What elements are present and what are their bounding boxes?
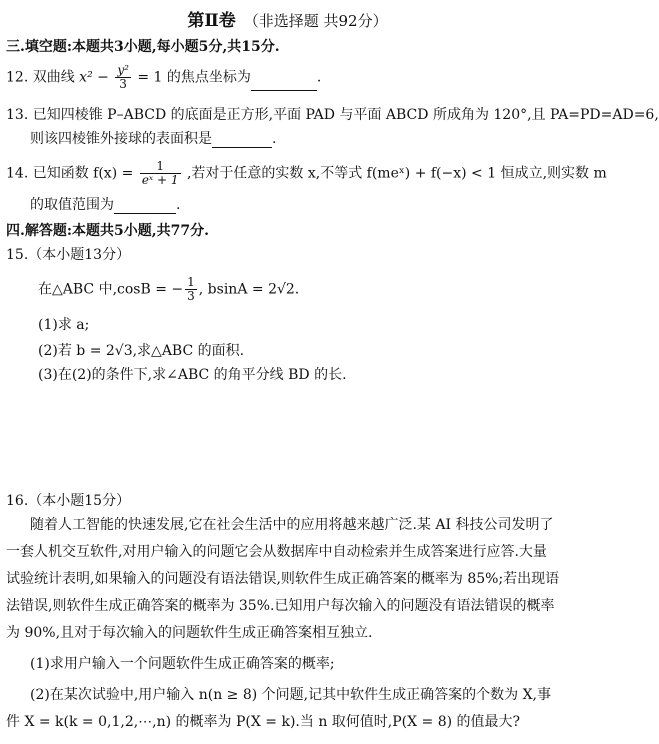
question-15-part3: (3)在(2)的条件下,求∠ABC 的角平分线 BD 的长. bbox=[38, 367, 347, 383]
section-fill-in-heading: 三.填空题:本题共3小题,每小题5分,共15分. bbox=[6, 39, 280, 55]
page-title bbox=[0, 6, 575, 31]
question-16-heading: 16.（本小题15分） bbox=[6, 493, 131, 509]
q14-fraction bbox=[140, 160, 181, 187]
q12-frac-den: 3 bbox=[119, 77, 127, 91]
section-answer-heading: 四.解答题:本题共5小题,共77分. bbox=[6, 223, 210, 239]
question-16-part1: (1)求用户输入一个问题软件生成正确答案的概率; bbox=[30, 656, 335, 672]
q14-frac-num: 1 bbox=[140, 160, 181, 174]
title-main: 第Ⅱ卷 bbox=[187, 11, 236, 31]
q13-answer-blank[interactable] bbox=[212, 133, 272, 148]
q12-end: . bbox=[316, 69, 322, 86]
q14-end: . bbox=[176, 197, 181, 213]
title-subtitle: （非选择题 共92分） bbox=[243, 12, 388, 30]
question-15-part2: (2)若 b = 2√3,求△ABC 的面积. bbox=[38, 343, 245, 359]
question-13-line1: 13. 已知四棱锥 P–ABCD 的底面是正方形,平面 PAD 与平面 ABCD 所成角为 120°,且 PA=PD=AD=6, bbox=[6, 107, 659, 123]
question-16-part2-line1: (2)在某次试验中,用户输入 n(n ≥ 8) 个问题,记其中软件生成正确答案的个数为 X,事 bbox=[30, 687, 551, 703]
q12-answer-blank[interactable] bbox=[251, 76, 317, 91]
q16-line4: 法错误,则软件生成正确答案的概率为 35%.已知用户每次输入的问题没有语法错误的概率 bbox=[6, 598, 555, 614]
q15-fraction bbox=[185, 276, 197, 303]
question-15-part1: (1)求 a; bbox=[38, 317, 90, 333]
q15-cond-suffix: , bsinA = 2√2. bbox=[198, 281, 300, 298]
q15-frac-den: 3 bbox=[187, 289, 195, 303]
q13-end: . bbox=[272, 131, 277, 147]
q16-line5: 为 90%,且对于每次输入的问题软件生成正确答案相互独立. bbox=[6, 625, 373, 641]
q14-frac-den: eˣ + 1 bbox=[141, 173, 179, 187]
q16-line1: 随着人工智能的快速发展,它在社会生活中的应用将越来越广泛.某 AI 科技公司发明了 bbox=[30, 517, 554, 533]
question-14-line2 bbox=[30, 196, 180, 214]
q15-frac-num: 1 bbox=[187, 275, 195, 289]
q16-line2: 一套人机交互软件,对用户输入的问题它会从数据库中自动检索并生成答案进行应答.大量 bbox=[6, 544, 547, 560]
question-16-body bbox=[30, 512, 570, 539]
q13-line2-text: 则该四棱锥外接球的表面积是 bbox=[30, 131, 212, 147]
q12-fraction bbox=[115, 64, 131, 91]
q14-line2-text: 的取值范围为 bbox=[30, 197, 114, 213]
q12-prefix: 12. 双曲线 bbox=[6, 69, 75, 86]
q12-frac-num: y² bbox=[117, 63, 129, 77]
question-14-line1 bbox=[6, 160, 607, 187]
question-16-part2-line2: 件 X = k(k = 0,1,2,⋯,n) 的概率为 P(X = k).当 n 取何值时,P(X = 8) 的值最大? bbox=[6, 714, 521, 730]
q14-answer-blank[interactable] bbox=[114, 199, 176, 214]
q14-prefix: 14. 已知函数 f(x) = bbox=[6, 165, 134, 182]
question-13-line2 bbox=[30, 130, 276, 148]
q15-cond-prefix: 在△ABC 中,cosB = − bbox=[38, 281, 184, 298]
q16-line3: 试验统计表明,如果输入的问题没有语法错误,则软件生成正确答案的概率为 85%;若出现语 bbox=[6, 571, 560, 587]
q12-x2: x² − bbox=[79, 69, 109, 86]
question-15-heading: 15.（本小题13分） bbox=[6, 247, 131, 263]
q14-suffix: ,若对于任意的实数 x,不等式 f(meˣ) + f(−x) < 1 恒成立,则实数 m bbox=[186, 165, 607, 182]
question-12 bbox=[6, 64, 321, 91]
q12-suffix: = 1 的焦点坐标为 bbox=[137, 69, 251, 86]
question-15-condition bbox=[38, 276, 299, 303]
